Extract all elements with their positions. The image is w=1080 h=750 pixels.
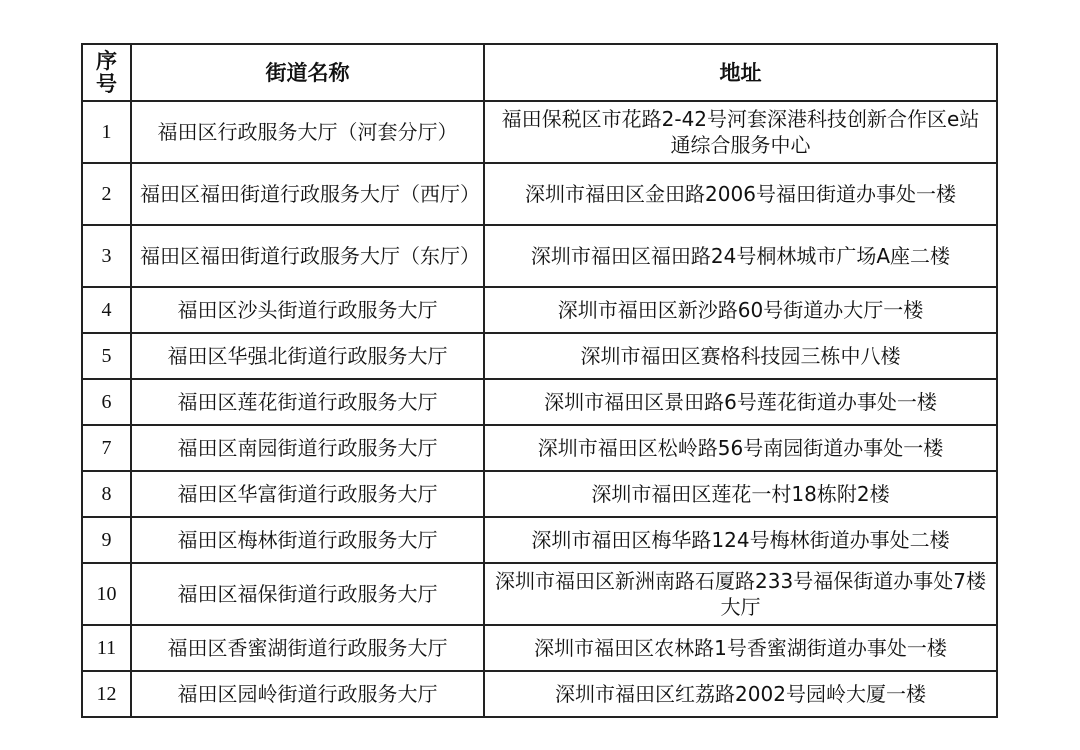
row-address: 福田保税区市花路2-42号河套深港科技创新合作区e站通综合服务中心 [484,101,997,163]
row-address: 深圳市福田区梅华路124号梅林街道办事处二楼 [484,517,997,563]
row-no: 11 [82,625,131,671]
row-no: 8 [82,471,131,517]
row-address: 深圳市福田区农林路1号香蜜湖街道办事处一楼 [484,625,997,671]
row-no: 6 [82,379,131,425]
row-name: 福田区香蜜湖街道行政服务大厅 [131,625,484,671]
table-row [82,671,997,717]
header-no: 序号 [82,44,131,101]
row-no: 7 [82,425,131,471]
table-row [82,471,997,517]
row-no: 5 [82,333,131,379]
table-row [82,225,997,287]
table-row [82,517,997,563]
table-row [82,379,997,425]
row-address: 深圳市福田区红荔路2002号园岭大厦一楼 [484,671,997,717]
table-row [82,101,997,163]
table-row [82,625,997,671]
row-no: 1 [82,101,131,163]
row-name: 福田区沙头街道行政服务大厅 [131,287,484,333]
row-address: 深圳市福田区松岭路56号南园街道办事处一楼 [484,425,997,471]
table-row [82,425,997,471]
row-no: 3 [82,225,131,287]
row-no: 4 [82,287,131,333]
row-address: 深圳市福田区金田路2006号福田街道办事处一楼 [484,163,997,225]
header-address: 地址 [484,44,997,101]
row-name: 福田区华强北街道行政服务大厅 [131,333,484,379]
row-address: 深圳市福田区莲花一村18栋附2楼 [484,471,997,517]
row-address: 深圳市福田区新洲南路石厦路233号福保街道办事处7楼大厅 [484,563,997,625]
table-row [82,563,997,625]
row-name: 福田区福田街道行政服务大厅（东厅） [131,225,484,287]
table-row [82,333,997,379]
row-address: 深圳市福田区福田路24号桐林城市广场A座二楼 [484,225,997,287]
row-no: 2 [82,163,131,225]
row-no: 9 [82,517,131,563]
row-name: 福田区园岭街道行政服务大厅 [131,671,484,717]
row-name: 福田区南园街道行政服务大厅 [131,425,484,471]
service-hall-table [81,43,998,718]
row-address: 深圳市福田区新沙路60号街道办大厅一楼 [484,287,997,333]
row-no: 10 [82,563,131,625]
header-name: 街道名称 [131,44,484,101]
row-address: 深圳市福田区赛格科技园三栋中八楼 [484,333,997,379]
row-name: 福田区梅林街道行政服务大厅 [131,517,484,563]
table-row [82,287,997,333]
row-name: 福田区莲花街道行政服务大厅 [131,379,484,425]
row-name: 福田区福田街道行政服务大厅（西厅） [131,163,484,225]
row-name: 福田区行政服务大厅（河套分厅） [131,101,484,163]
row-name: 福田区福保街道行政服务大厅 [131,563,484,625]
row-name: 福田区华富街道行政服务大厅 [131,471,484,517]
row-no: 12 [82,671,131,717]
table-row [82,163,997,225]
table-header-row [82,44,997,101]
row-address: 深圳市福田区景田路6号莲花街道办事处一楼 [484,379,997,425]
